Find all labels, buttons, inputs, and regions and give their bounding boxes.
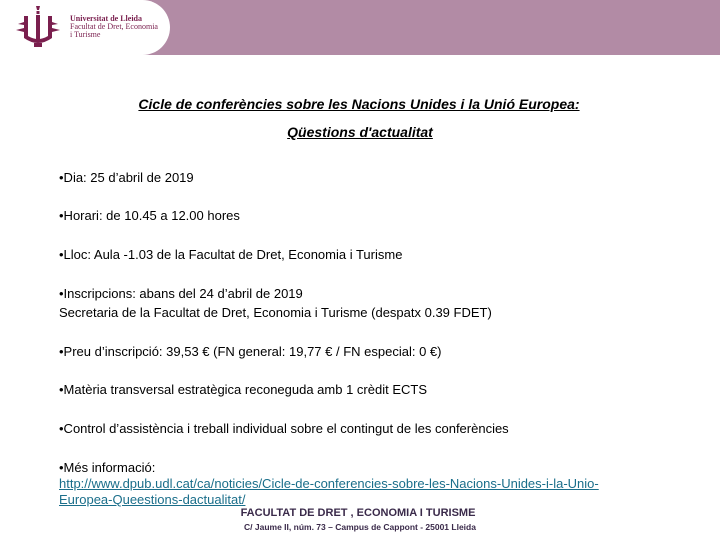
logo-tab xyxy=(0,0,170,55)
more-info-link-line-2[interactable]: Europea-Queestions-dactualitat/ xyxy=(59,492,246,507)
more-info-label: •Més informació: xyxy=(59,460,156,475)
page-subtitle: Qüestions d'actualitat xyxy=(287,124,433,140)
detail-more-info xyxy=(59,460,599,508)
footer-faculty: FACULTAT DE DRET , ECONOMIA I TURISME xyxy=(240,507,476,519)
university-name: Universitat de Lleida xyxy=(70,14,142,23)
detail-price: •Preu d’inscripció: 39,53 € (FN general: 19,77 € / FN especial: 0 €) xyxy=(59,344,442,359)
detail-registration-office: Secretaria de la Facultat de Dret, Economia i Turisme (despatx 0.39 FDET) xyxy=(59,305,492,320)
udl-logo-icon xyxy=(14,6,62,50)
page-title: Cicle de conferències sobre les Nacions Unides i la Unió Europea: xyxy=(138,96,580,112)
detail-location: •Lloc: Aula -1.03 de la Facultat de Dret, Economia i Turisme xyxy=(59,247,403,262)
faculty-line-1: Facultat de Dret, Economia xyxy=(70,22,158,31)
more-info-link-line-1[interactable]: http://www.dpub.udl.cat/ca/noticies/Cicle-de-conferencies-sobre-les-Nacions-Unides-i-la-Unio- xyxy=(59,476,599,491)
detail-registration: •Inscripcions: abans del 24 d’abril de 2019 xyxy=(59,286,303,301)
faculty-line-2: i Turisme xyxy=(70,30,101,39)
university-name-block xyxy=(70,15,158,39)
footer-address: C/ Jaume II, núm. 73 – Campus de Cappont - 25001 Lleida xyxy=(244,522,476,532)
detail-credit: •Matèria transversal estratègica reconeguda amb 1 crèdit ECTS xyxy=(59,382,427,397)
detail-schedule: •Horari: de 10.45 a 12.00 hores xyxy=(59,208,240,223)
detail-attendance: •Control d’assistència i treball individual sobre el contingut de les conferències xyxy=(59,421,509,436)
detail-date: •Dia: 25 d’abril de 2019 xyxy=(59,170,194,185)
